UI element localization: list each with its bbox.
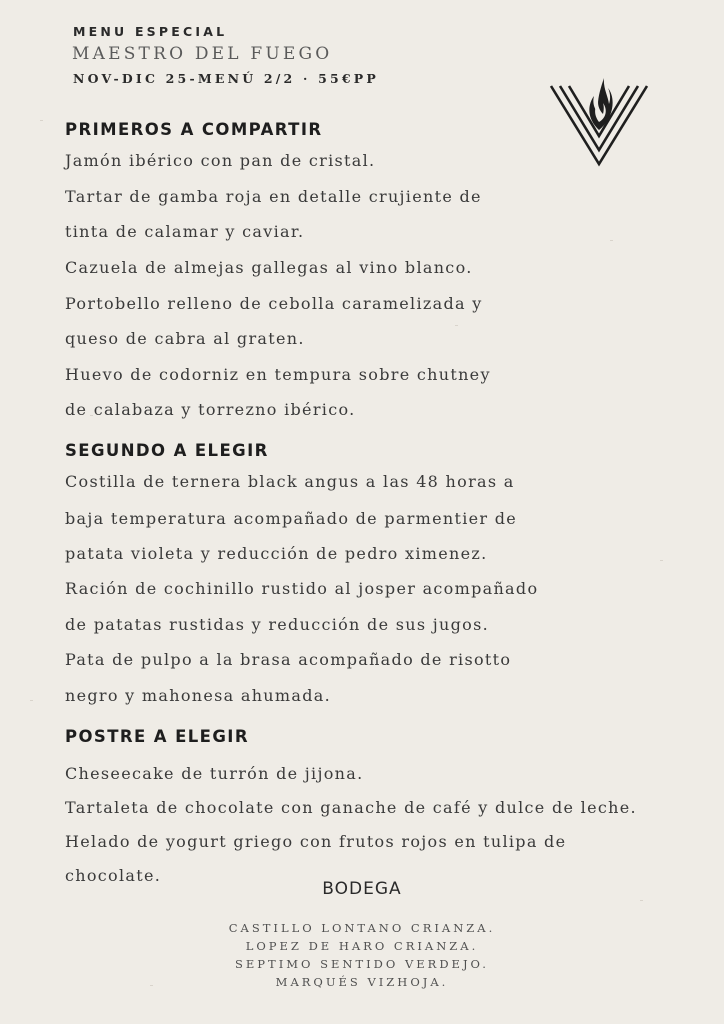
section-title-postre: POSTRE A ELEGIR — [65, 727, 249, 746]
paper-speck — [40, 120, 43, 121]
menu-item-line: Pata de pulpo a la brasa acompañado de risotto — [65, 650, 512, 669]
menu-item-line: negro y mahonesa ahumada. — [65, 686, 331, 705]
section-title-segundo: SEGUNDO A ELEGIR — [65, 441, 269, 460]
menu-item-line: Jamón ibérico con pan de cristal. — [65, 151, 376, 170]
menu-item-line: Huevo de codorniz en tempura sobre chutney — [65, 365, 491, 384]
menu-label: MENU ESPECIAL — [73, 24, 228, 39]
flame-v-logo-icon — [548, 56, 650, 168]
paper-speck — [660, 560, 663, 561]
menu-item-line: Cazuela de almejas gallegas al vino blanco. — [65, 258, 473, 277]
wine-item: MARQUÉS VIZHOJA. — [275, 975, 449, 989]
menu-item-line: Costilla de ternera black angus a las 48 horas a — [65, 472, 515, 491]
menu-item-line: queso de cabra al graten. — [65, 329, 305, 348]
paper-speck — [455, 325, 458, 326]
menu-item-line: Helado de yogurt griego con frutos rojos en tulipa de — [65, 832, 567, 851]
menu-item-line: Portobello relleno de cebolla caramelizada y — [65, 294, 483, 313]
menu-title: MAESTRO DEL FUEGO — [72, 44, 333, 64]
menu-item-line: baja temperatura acompañado de parmentier de — [65, 509, 518, 528]
section-title-primeros: PRIMEROS A COMPARTIR — [65, 120, 323, 139]
menu-subtitle: NOV-DIC 25-MENÚ 2/2 · 55€PP — [73, 71, 379, 86]
menu-item-line: Tartar de gamba roja en detalle crujiente de — [65, 187, 482, 206]
menu-item-line: patata violeta y reducción de pedro ximenez. — [65, 544, 488, 563]
menu-item-line: tinta de calamar y caviar. — [65, 222, 305, 241]
wine-item: SEPTIMO SENTIDO VERDEJO. — [235, 957, 489, 971]
menu-item-line: Ración de cochinillo rustido al josper acompañado — [65, 579, 539, 598]
menu-item-line: de calabaza y torrezno ibérico. — [65, 400, 356, 419]
menu-item-line: chocolate. — [65, 866, 162, 885]
paper-speck — [640, 900, 643, 901]
paper-speck — [610, 240, 613, 241]
menu-item-line: Cheseecake de turrón de jijona. — [65, 764, 364, 783]
menu-item-line: Tartaleta de chocolate con ganache de café y dulce de leche. — [65, 798, 637, 817]
wine-item: LOPEZ DE HARO CRIANZA. — [245, 939, 479, 953]
bodega-title: BODEGA — [322, 879, 402, 899]
paper-speck — [30, 700, 33, 701]
menu-item-line: de patatas rustidas y reducción de sus jugos. — [65, 615, 489, 634]
wine-item: CASTILLO LONTANO CRIANZA. — [228, 921, 496, 935]
